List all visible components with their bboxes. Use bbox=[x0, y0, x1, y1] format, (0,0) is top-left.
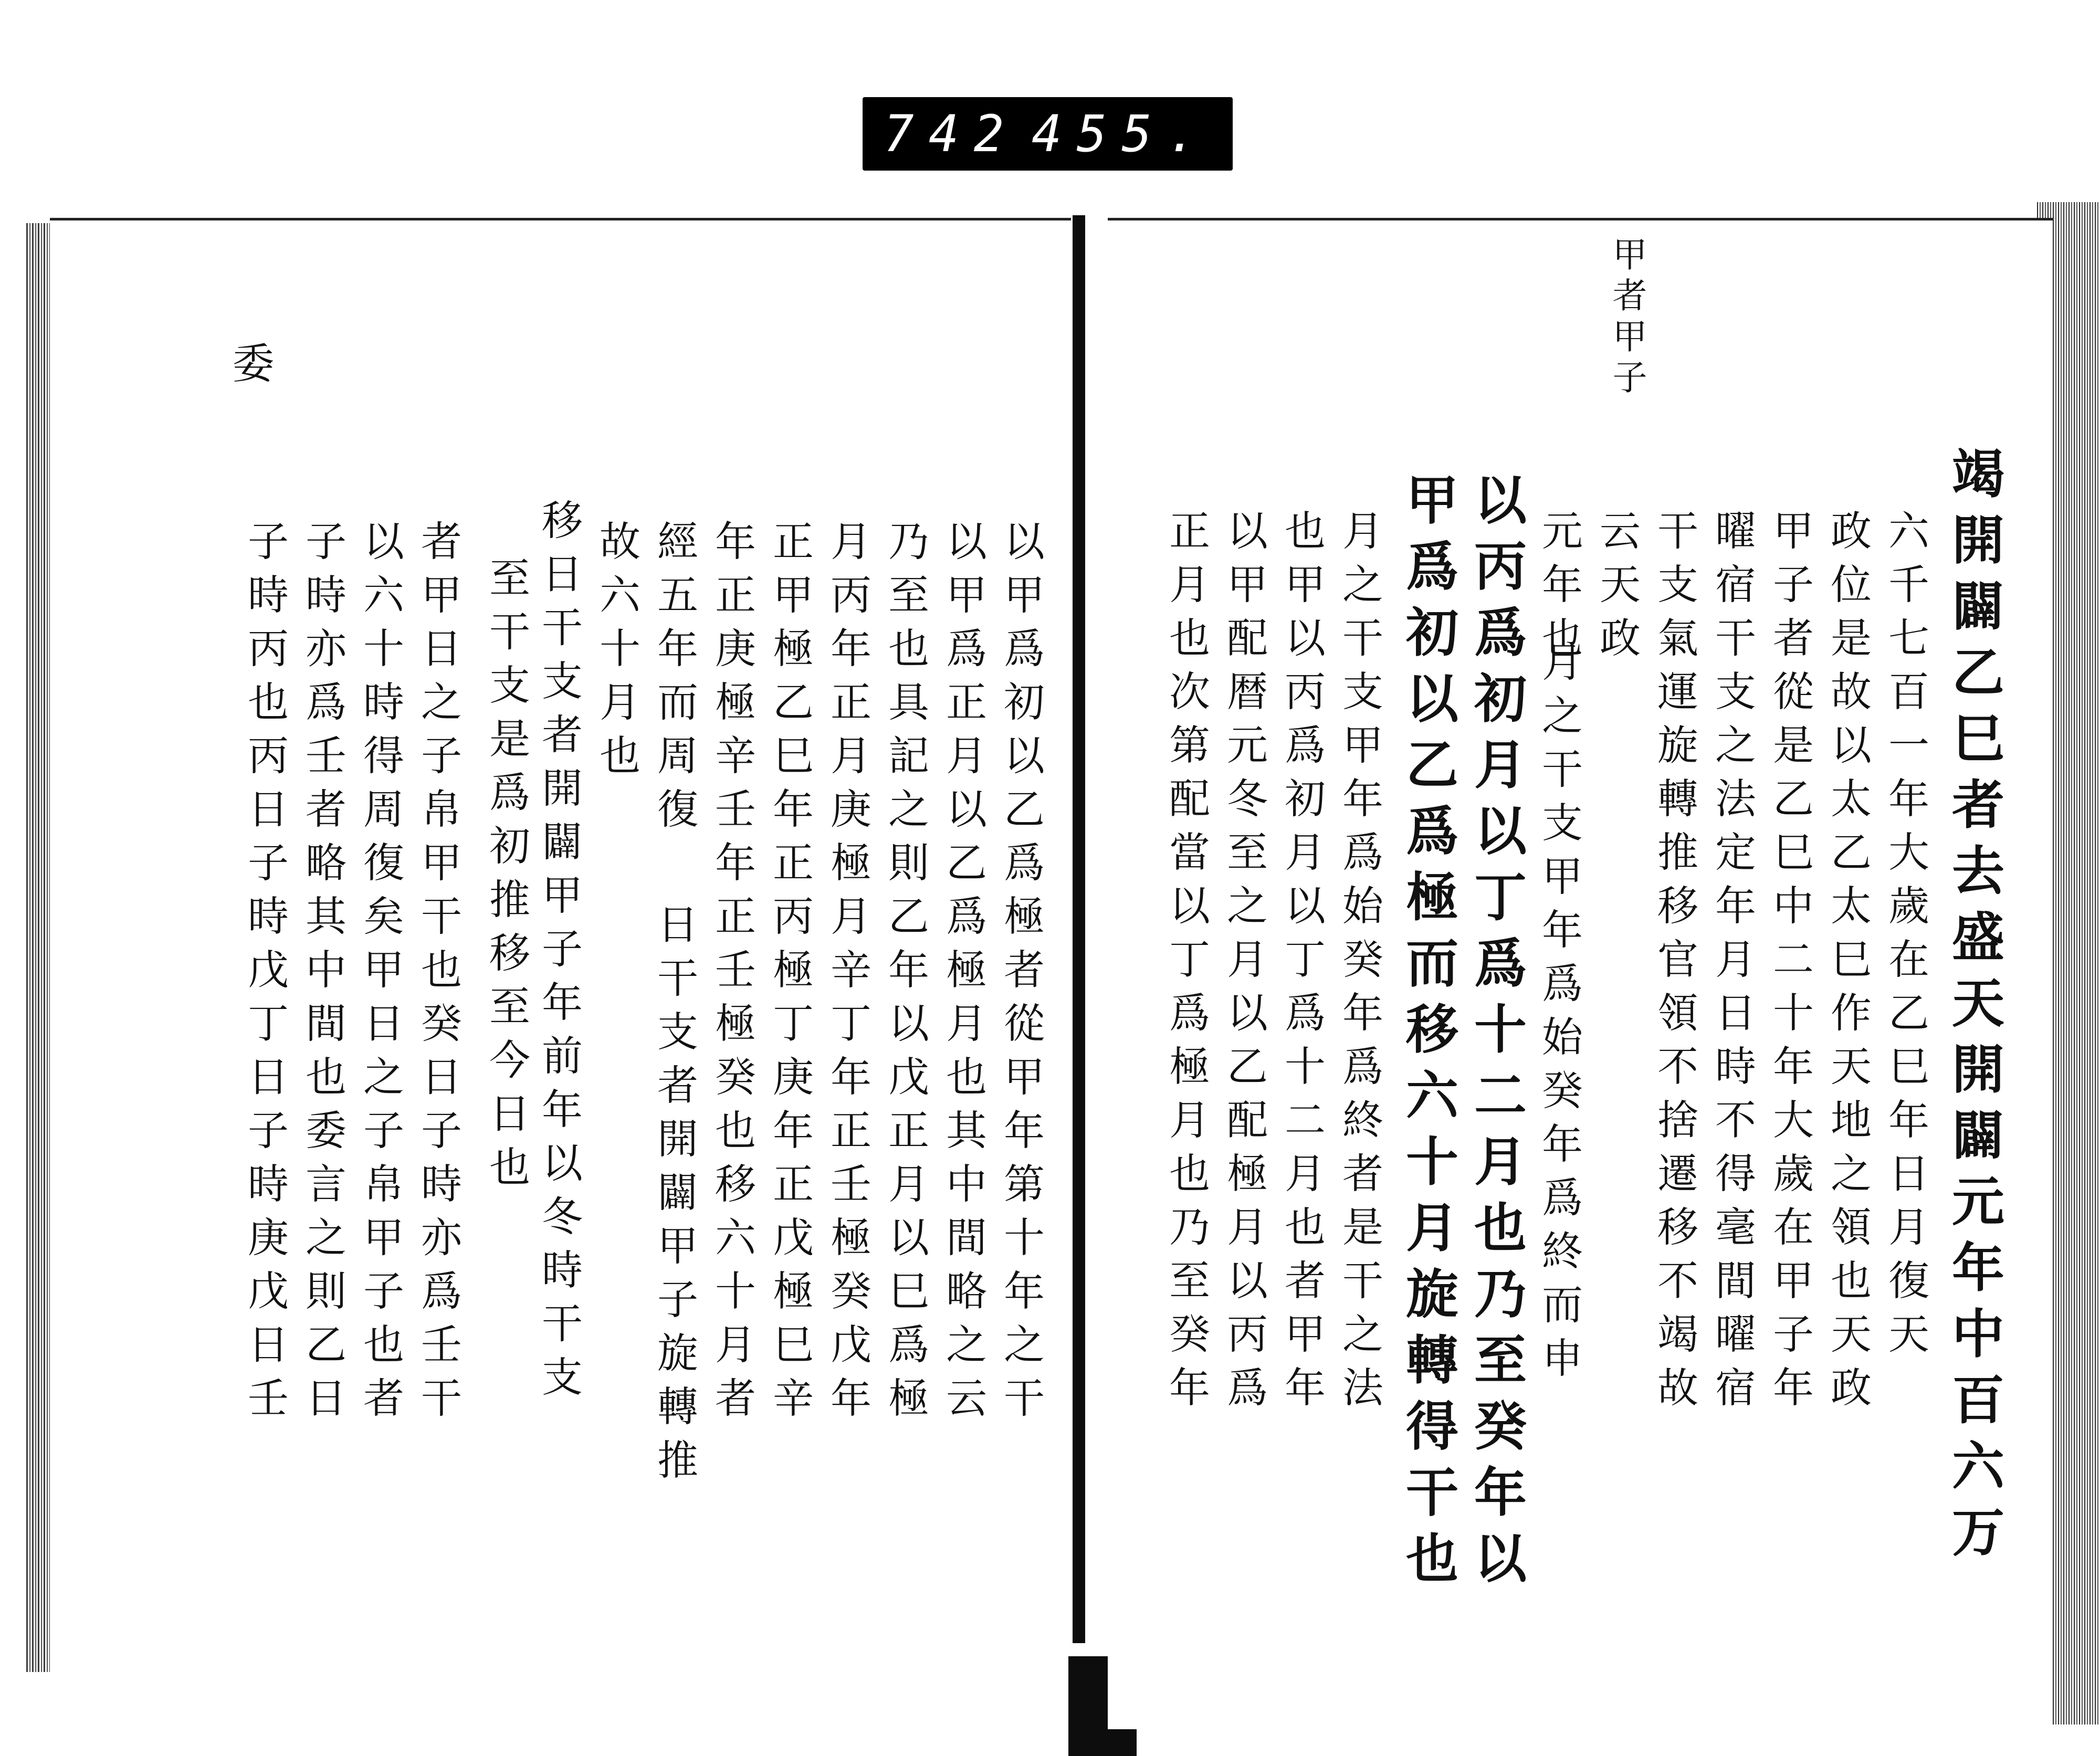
book-spine bbox=[1073, 215, 1085, 1643]
archive-number-left: 742 bbox=[884, 104, 1019, 163]
running-header: 甲者甲子 bbox=[1606, 236, 1647, 400]
left-column-5: 正甲極乙巳年正丙極丁庚年正戊極巳辛 bbox=[766, 520, 813, 1430]
right-column-9: 以丙爲初月以丁爲十二月也乃至癸年以 bbox=[1465, 472, 1527, 1597]
left-page bbox=[50, 218, 1071, 1729]
right-column-7: 云天政 bbox=[1593, 509, 1640, 670]
right-column-5: 曜宿干支之法定年月日時不得毫間曜宿 bbox=[1708, 509, 1756, 1419]
left-column-7: 經五年而周復 bbox=[650, 520, 698, 841]
left-column-9: 日干支者開闢甲子旋轉推 bbox=[650, 903, 698, 1492]
left-column-1: 以甲爲初以乙爲極者從甲年第十年之干 bbox=[997, 520, 1044, 1430]
left-column-13: 以六十時得周復矣甲日之子帛甲子也者 bbox=[356, 520, 404, 1430]
right-column-14: 以甲配暦元冬至之月以乙配極月以丙爲 bbox=[1220, 509, 1267, 1419]
right-column-8: 元年也 bbox=[1535, 509, 1582, 670]
right-column-12: 月之干支甲年爲始癸年爲終者是干之法 bbox=[1336, 509, 1383, 1419]
right-column-2: 六千七百一年大歲在乙巳年日月復天 bbox=[1882, 509, 1929, 1366]
left-column-8: 故六十月也 bbox=[593, 520, 640, 787]
right-column-15: 正月也次第配當以丁爲極月也乃至癸年 bbox=[1162, 509, 1210, 1419]
left-column-4: 月丙年正月庚極月辛丁年正壬極癸戊年 bbox=[824, 520, 871, 1430]
right-column-10: 月之干支甲年爲始癸年爲終而申 bbox=[1535, 640, 1582, 1390]
left-column-2: 以甲爲正月以乙爲極月也其中間略之云 bbox=[939, 520, 986, 1430]
right-column-4: 甲子者從是乙巳中二十年大歲在甲子年 bbox=[1766, 509, 1813, 1419]
open-book bbox=[26, 202, 2100, 1755]
page-mark: 委 bbox=[225, 341, 274, 396]
right-column-3: 政位是故以太乙太巳作天地之領也天政 bbox=[1824, 509, 1871, 1419]
archive-number-label bbox=[863, 97, 1233, 171]
archive-number-right: 455. bbox=[1031, 104, 1212, 163]
right-page bbox=[1108, 218, 2053, 1729]
left-column-10: 移日干支者開闢甲子年前年以冬時干支 bbox=[535, 499, 582, 1409]
left-column-14: 子時亦爲壬者略其中間也委言之則乙日 bbox=[299, 520, 346, 1430]
right-column-1: 竭開闢乙巳者去盛天開闢元年中百六万 bbox=[1943, 446, 2005, 1571]
left-column-3: 乃至也具記之則乙年以戊正月以巳爲極 bbox=[881, 520, 929, 1430]
left-column-6: 年正庚極辛壬年正壬極癸也移六十月者 bbox=[708, 520, 755, 1430]
right-column-6: 干支氣運旋轉推移官領不捨遷移不竭故 bbox=[1651, 509, 1698, 1419]
left-column-11: 至干支是爲初推移至今日也 bbox=[482, 556, 530, 1199]
right-column-13: 也甲以丙爲初月以丁爲十二月也者甲年 bbox=[1278, 509, 1325, 1419]
right-column-11: 甲爲初以乙爲極而移六十月旋轉得干也 bbox=[1397, 472, 1459, 1597]
left-column-12: 者甲日之子帛甲干也癸日子時亦爲壬干 bbox=[414, 520, 461, 1430]
left-column-15: 子時丙也丙日子時戊丁日子時庚戊日壬 bbox=[241, 520, 288, 1430]
